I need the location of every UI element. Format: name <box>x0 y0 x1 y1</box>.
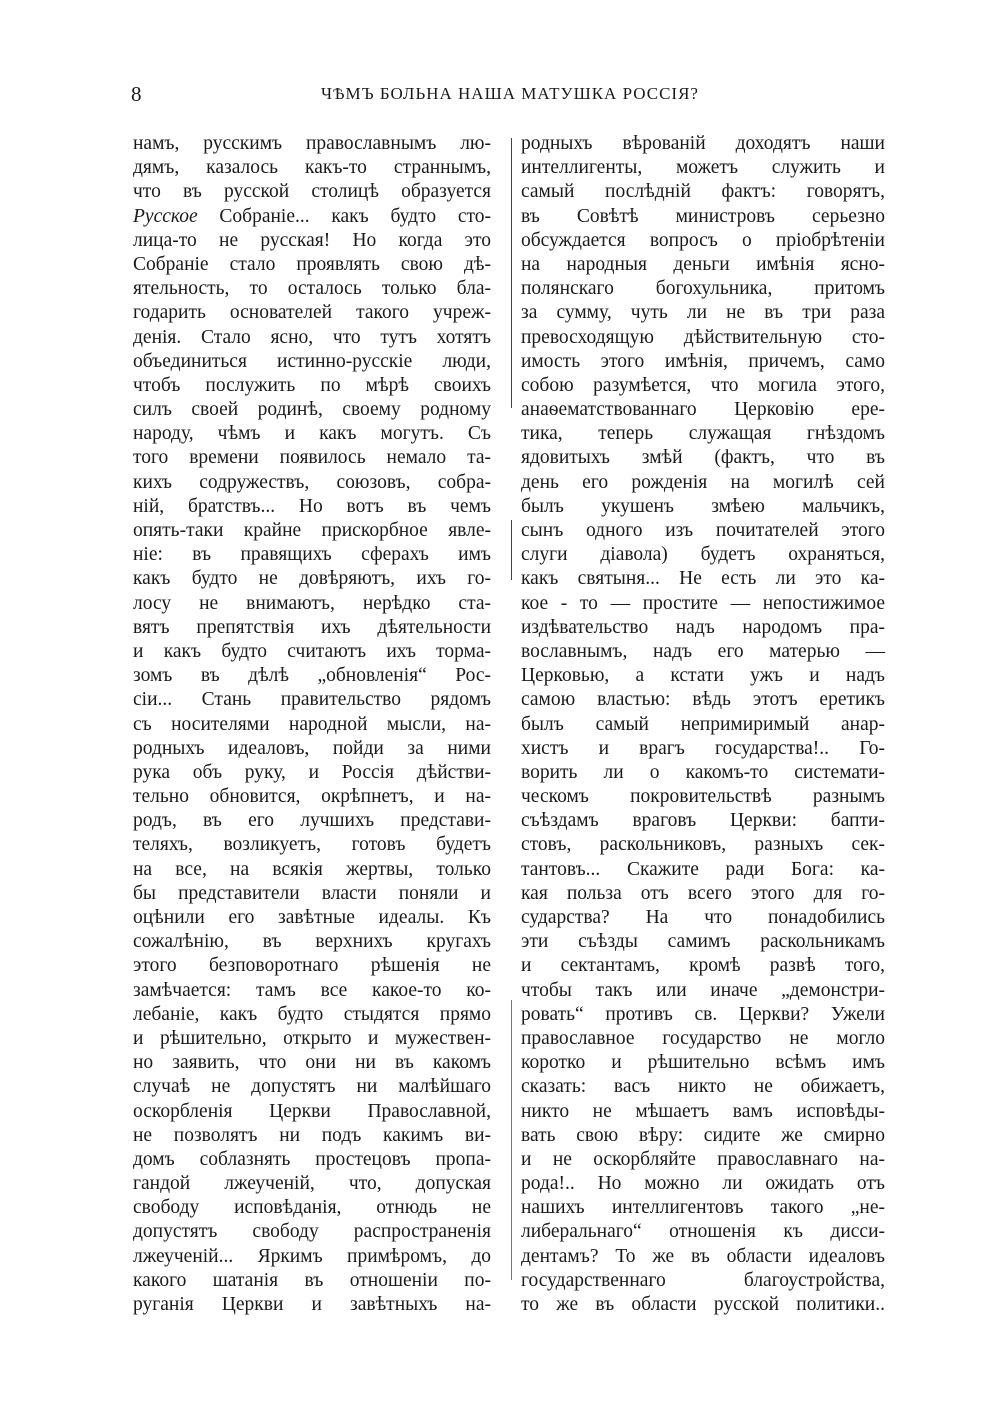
text-line: въ Совѣтѣ министровъ серьезно <box>521 205 885 227</box>
text-line: государственнаго благоустройства, <box>521 1269 885 1291</box>
text-line: сынъ одного изъ почитателей этого <box>521 520 885 541</box>
text-line: эти съѣзды самимъ раскольникамъ <box>521 931 885 953</box>
text-line: день его рожденія на могилѣ сей <box>521 471 885 493</box>
text-line: объединиться истинно-русскіе люди, <box>133 350 491 372</box>
text-line: опять-таки крайне прискорбное явле- <box>133 520 491 541</box>
text-line: кихъ содружествъ, союзовъ, собра- <box>133 471 491 493</box>
text-line: домъ соблазнять простецовъ пропа- <box>133 1148 491 1170</box>
text-line: сказать: васъ никто не обижаетъ, <box>521 1076 885 1098</box>
text-line: издѣвательство надъ народомъ пра- <box>521 616 885 638</box>
text-line: обсуждается вопросъ о пріобрѣтеніи <box>521 229 885 251</box>
text-line: гандой лжеученій, что, допуская <box>133 1173 491 1195</box>
text-line: тельно обновится, окрѣпнетъ, и на- <box>133 786 491 808</box>
text-line: и какъ будто считаютъ ихъ торма- <box>133 640 491 662</box>
text-line: дентамъ? То же въ области идеаловъ <box>521 1245 885 1267</box>
right-column <box>521 132 885 1317</box>
text-line: нашихъ интеллигентовъ такого „не- <box>521 1197 885 1219</box>
text-line: денія. Стало ясно, что тутъ хотятъ <box>133 326 491 348</box>
text-line: народу, чѣмъ и какъ могутъ. Съ <box>133 423 491 445</box>
text-line: съѣздамъ враговъ Церкви: бапти- <box>521 810 885 832</box>
text-line: Собраніе стало проявлять свою дѣ- <box>133 253 491 275</box>
text-line: превосходящую дѣйствительную сто- <box>521 326 885 348</box>
text-line: допустятъ свободу распространенія <box>133 1221 491 1243</box>
text-line: сіи... Стань правительство рядомъ <box>133 689 491 711</box>
text-line: кое - то — простите — непостижимое <box>521 592 885 614</box>
text-line: на народныя деньги имѣнія ясно- <box>521 253 885 275</box>
text-line: теляхъ, возликуетъ, готовъ будетъ <box>133 834 491 856</box>
text-line: на все, на всякія жертвы, только <box>133 858 491 880</box>
text-line: родныхъ вѣрованій доходятъ наши <box>521 133 885 154</box>
text-line: ровать“ противъ св. Церкви? Ужели <box>521 1003 885 1025</box>
text-line: чтобы такъ или иначе „демонстри- <box>521 979 885 1001</box>
text-line: за сумму, чуть ли не въ три раза <box>521 302 885 324</box>
text-line: какъ святыня... Не есть ли это ка- <box>521 568 885 590</box>
text-line: оскорбленія Церкви Православной, <box>133 1100 491 1122</box>
column-rule <box>511 1000 512 1280</box>
running-title: ЧѢМЪ БОЛЬНА НАША МАТУШКА РОССІЯ? <box>321 84 699 103</box>
text-line: слуги діавола) будетъ охраняться, <box>521 544 885 566</box>
text-line: вать свою вѣру: сидите же смирно <box>521 1124 885 1146</box>
text-line: сожалѣнію, въ верхнихъ кругахъ <box>133 931 491 953</box>
text-line: сударства? На что понадобились <box>521 907 885 928</box>
text-line: никто не мѣшаетъ вамъ исповѣды- <box>521 1100 885 1122</box>
text-line: родъ, въ его лучшихъ представи- <box>133 810 491 832</box>
text-line: коротко и рѣшительно всѣмъ имъ <box>521 1052 885 1074</box>
text-line: силъ своей родинѣ, своему родному <box>133 399 491 421</box>
text-line: вославнымъ, надъ его матерью — <box>521 640 885 662</box>
text-line: какъ будто не довѣряютъ, ихъ го- <box>133 568 491 590</box>
text-line: рода!.. Но можно ли ожидать отъ <box>521 1173 885 1195</box>
text-line: случаѣ не допустятъ ни малѣйшаго <box>133 1076 491 1098</box>
text-line: чтобъ послужить по мѣрѣ своихъ <box>133 374 491 396</box>
left-column <box>133 132 491 1317</box>
text-line: кая польза отъ всего этого для го- <box>521 882 885 904</box>
text-line: свободу исповѣданія, отнюдь не <box>133 1197 491 1219</box>
text-line: не позволятъ ни подъ какимъ ви- <box>133 1124 491 1146</box>
text-line: рука объ руку, и Россія дѣйстви- <box>133 761 491 783</box>
text-line: и не оскорбляйте православнаго на- <box>521 1148 885 1170</box>
text-line: православное государство не могло <box>521 1027 885 1049</box>
text-line: лебаніе, какъ будто стыдятся прямо <box>133 1003 491 1025</box>
text-line: либеральнаго“ отношенія къ дисси- <box>521 1221 885 1243</box>
text-line: что въ русской столицѣ образуется <box>133 181 491 203</box>
text-line: стовъ, раскольниковъ, разныхъ сек- <box>521 834 885 856</box>
text-line: лица-то не русская! Но когда это <box>133 229 491 251</box>
text-line: родныхъ идеаловъ, пойди за ними <box>133 737 491 759</box>
text-line: годарить основателей такого учреж- <box>133 302 491 324</box>
text-line: и рѣшительно, открыто и мужествен- <box>133 1027 491 1049</box>
text-line: оцѣнили его завѣтные идеалы. Къ <box>133 907 491 928</box>
italic-text: Русское <box>133 205 198 227</box>
text-line: анаѳематствованнаго Церковію ере- <box>521 399 885 421</box>
text-line: намъ, русскимъ православнымъ лю- <box>133 133 491 154</box>
text-line <box>133 205 491 229</box>
text-line: то же въ области русской политики.. <box>521 1294 885 1315</box>
text-line: вятъ препятствія ихъ дѣятельности <box>133 616 491 638</box>
text-line: и сектантамъ, кромѣ развѣ того, <box>521 955 885 977</box>
text-line: тантовъ... Скажите ради Бога: ка- <box>521 858 885 880</box>
text-line: этого безповоротнаго рѣшенія не <box>133 955 491 977</box>
text-line: собою разумѣется, что могила этого, <box>521 374 885 396</box>
text-line: ческомъ покровительствѣ разнымъ <box>521 786 885 808</box>
text-line: самою властью: вѣдь этотъ еретикъ <box>521 689 885 711</box>
column-rule <box>511 520 512 580</box>
text-line: Церковью, а кстати ужъ и надъ <box>521 665 885 687</box>
text-line: самый послѣдній фактъ: говорятъ, <box>521 181 885 203</box>
text-line: лосу не внимаютъ, нерѣдко ста- <box>133 592 491 614</box>
text-line: руганія Церкви и завѣтныхъ на- <box>133 1294 491 1315</box>
text-line: интеллигенты, можетъ служить и <box>521 157 885 179</box>
text-line: хистъ и врагъ государства!.. Го- <box>521 737 885 759</box>
text-line: ядовитыхъ змѣй (фактъ, что въ <box>521 447 885 469</box>
text-line: того времени появилось немало та- <box>133 447 491 469</box>
text-line: ятельность, то осталось только бла- <box>133 278 491 300</box>
text-line: ній, братствъ... Но вотъ въ чемъ <box>133 495 491 517</box>
text-line: дямъ, казалось какъ-то страннымъ, <box>133 157 491 179</box>
text-line: но заявить, что они ни въ какомъ <box>133 1052 491 1074</box>
column-rule <box>511 138 512 408</box>
text-line: тика, теперь служащая гнѣздомъ <box>521 423 885 445</box>
text-line: зомъ въ дѣлѣ „обновленія“ Рос- <box>133 665 491 687</box>
text-line: былъ самый непримиримый анар- <box>521 713 885 735</box>
text-line: имость этого имѣнія, причемъ, само <box>521 350 885 372</box>
text-line: какого шатанія въ отношеніи по- <box>133 1269 491 1291</box>
line-text: Собраніе... какъ будто сто- <box>197 205 491 227</box>
page-number: 8 <box>131 82 142 106</box>
text-line: лжеученій... Яркимъ примѣромъ, до <box>133 1245 491 1267</box>
text-line: былъ укушенъ змѣею мальчикъ, <box>521 495 885 517</box>
text-line: полянскаго богохульника, притомъ <box>521 278 885 300</box>
text-line: ворить ли о какомъ-то системати- <box>521 761 885 783</box>
text-line: замѣчается: тамъ все какое-то ко- <box>133 979 491 1001</box>
text-line: бы представители власти поняли и <box>133 882 491 904</box>
text-line: ніе: въ правящихъ сферахъ имъ <box>133 544 491 566</box>
text-line: съ носителями народной мысли, на- <box>133 713 491 735</box>
